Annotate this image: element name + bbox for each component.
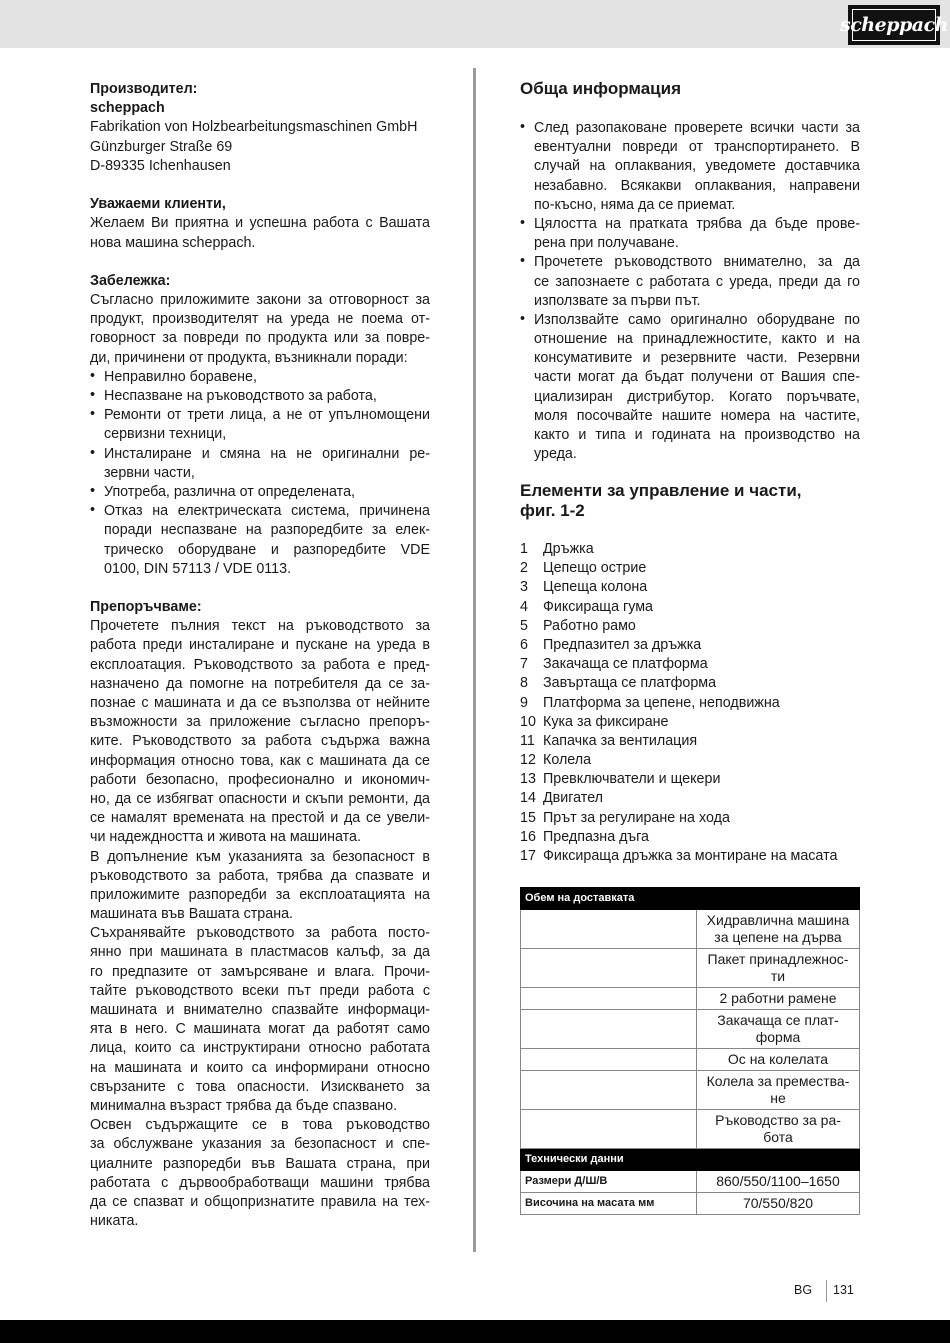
parts-list-item <box>520 770 860 789</box>
text-line: Употреба, различна от определената, <box>104 483 355 500</box>
text-line: но, да се избягват опасности и скъпи ремонти, да <box>90 790 430 807</box>
text-line: части могат да бъдат получени от Вашия спе- <box>534 369 860 386</box>
text-line: използвате за първи път. <box>534 292 701 309</box>
footer-separator <box>826 1280 827 1302</box>
part-number: 14 <box>520 790 536 807</box>
page-number: 131 <box>833 1283 854 1297</box>
cell-line: Ръководство за ра- <box>715 1112 841 1128</box>
part-number: 2 <box>520 560 528 577</box>
text-line: Неправилно боравене, <box>104 368 257 385</box>
part-label: Закачаща се платформа <box>543 656 708 673</box>
spec-key: Размери Д/Ш/В <box>521 1171 697 1193</box>
table-row <box>521 910 860 949</box>
text-line: отношение на принадлежностите, както и на <box>534 331 860 348</box>
text-line: Fabrikation von Holzbearbeitungsmaschinen GmbH <box>90 119 418 136</box>
part-label: Прът за регулиране на хода <box>543 809 730 826</box>
paragraph <box>90 291 430 368</box>
parts-list-item <box>520 617 860 636</box>
paragraph <box>90 1116 430 1231</box>
bullet-item <box>90 406 430 444</box>
text-line: машината във Вашата страна. <box>90 906 294 923</box>
part-label: Фиксираща дръжка за монтиране на масата <box>543 848 838 864</box>
paragraph <box>90 118 430 176</box>
part-label: Дръжка <box>543 541 594 557</box>
part-label: Капачка за вентилация <box>543 732 698 749</box>
controls-section <box>520 481 860 866</box>
table-row <box>521 949 860 988</box>
scheppach-logo: scheppach <box>848 5 940 45</box>
text-line: ръководството за работа, трябва да спазвате и <box>90 867 430 884</box>
bullet-item <box>90 483 430 502</box>
bullet-icon: • <box>520 119 526 135</box>
paragraph <box>90 924 430 1116</box>
text-line: както и типа и годината на производство на <box>534 427 860 443</box>
text-line: никата. <box>90 1213 139 1230</box>
empty-cell <box>521 988 697 1010</box>
table-header-row <box>521 1149 860 1171</box>
section-heading <box>90 80 430 99</box>
part-label: Предпазител за дръжка <box>543 636 702 653</box>
text-line: машината и внимателно спазвайте информаци- <box>90 1002 430 1018</box>
section-heading <box>90 272 430 291</box>
delivery-item <box>697 1110 860 1149</box>
table-row <box>521 1193 860 1215</box>
text-line: поради неспазване на разпоредбите за елек- <box>104 522 430 539</box>
text-line: се запознаете с работата с уреда, преди да го <box>534 273 860 290</box>
text-line: Желаем Ви приятна и успешна работа с Вашата <box>90 215 430 232</box>
text-line: Съхранявайте ръководството за работа посто- <box>90 925 430 942</box>
text-line: по-късно, няма да се приемат. <box>534 196 736 213</box>
cell-line: не <box>770 1090 786 1106</box>
spec-value: 860/550/1100–1650 <box>697 1171 860 1193</box>
text-line: циализиран дистрибутор. Когато поръчвате, <box>534 388 860 405</box>
text-line: сервизни техници, <box>104 426 227 443</box>
empty-cell <box>521 910 697 949</box>
text-line: Уважаеми клиенти, <box>90 196 226 213</box>
bullet-item <box>90 368 430 387</box>
text-line: Ремонти от трети лица, а не от упълномощени <box>104 407 430 424</box>
text-line: 0100, DIN 57113 / VDE 0113. <box>104 560 292 577</box>
delivery-item <box>697 910 860 949</box>
bullet-item <box>520 311 860 465</box>
text-line: Прочетете ръководството внимателно, за да <box>534 254 860 271</box>
text-line: Günzburger Straße 69 <box>90 138 233 155</box>
text-line: го предпазите от замърсяване и влага. Прочи- <box>90 963 430 980</box>
part-label: Предпазна дъга <box>543 828 649 845</box>
bullet-icon: • <box>520 214 526 231</box>
text-line: работа преди инсталиране и пускане на уреда в <box>90 637 430 654</box>
part-number: 1 <box>520 541 528 557</box>
controls-title-line: Елементи за управление и части, <box>520 481 802 500</box>
text-line: Цялостта на пратката трябва да бъде прове- <box>534 215 860 232</box>
empty-cell <box>521 1071 697 1110</box>
part-number: 10 <box>520 713 536 730</box>
bullet-icon: • <box>520 253 526 270</box>
delivery-item <box>697 949 860 988</box>
general-info-section <box>520 79 860 464</box>
section-heading <box>90 99 430 118</box>
text-line: случай на оплаквания, уведомете доставчика <box>534 158 860 175</box>
paragraph <box>90 848 430 925</box>
part-label: Кука за фиксиране <box>543 713 669 730</box>
table-row <box>521 1071 860 1110</box>
text-line: евентуални повреди от транспортирането. В <box>534 139 860 156</box>
part-number: 3 <box>520 579 528 596</box>
part-label: Превключватели и щекери <box>543 771 721 788</box>
text-line: нова машина scheppach. <box>90 234 256 251</box>
part-number: 15 <box>520 809 536 826</box>
text-line: янно при машината в пластмасов калъф, за да <box>90 944 430 961</box>
table-header-row <box>521 888 860 910</box>
parts-list-item <box>520 809 860 828</box>
part-label: Цепещо острие <box>543 560 647 577</box>
delivery-item <box>697 988 860 1010</box>
parts-list-item <box>520 559 860 578</box>
spec-key: Височина на масата мм <box>521 1193 697 1215</box>
text-line: След разопаковане проверете всички части за <box>534 120 860 136</box>
part-label: Цепеща колона <box>543 579 648 596</box>
part-number: 8 <box>520 675 528 692</box>
controls-title <box>520 481 860 521</box>
text-line: Използвайте само оригинално оборудване по <box>534 311 860 328</box>
empty-cell <box>521 1010 697 1049</box>
parts-list-item <box>520 828 860 847</box>
part-label: Завъртаща се платформа <box>543 675 717 692</box>
part-number: 5 <box>520 617 528 634</box>
text-line: за обслужване указания за безопасност и спе- <box>90 1136 430 1153</box>
text-line: тайте ръководството всеки път преди работа с <box>90 982 430 999</box>
table-header-cell: Технически данни <box>521 1149 860 1171</box>
text-line: рена при получаване. <box>534 235 679 252</box>
parts-list-item <box>520 598 860 617</box>
text-line: Инсталиране и смяна на не оригинални ре- <box>104 445 430 462</box>
part-number: 12 <box>520 752 536 769</box>
text-line: зервни части, <box>104 464 195 481</box>
empty-cell <box>521 1110 697 1149</box>
bullet-item <box>520 215 860 253</box>
cell-line: 2 работни рамене <box>719 990 837 1006</box>
part-number: 6 <box>520 636 528 653</box>
parts-list-item <box>520 694 860 713</box>
parts-list-item <box>520 540 860 559</box>
cell-line: Хидравлична машина <box>706 912 850 928</box>
text-line: възможности за приложение съгласно препоръ- <box>90 714 430 731</box>
text-line: Препоръчваме: <box>90 599 202 616</box>
text-line: работи безопасно, професионално и икономич- <box>90 771 430 788</box>
text-line: В допълнение към указанията за безопасност в <box>90 848 430 865</box>
parts-list-item <box>520 636 860 655</box>
text-line: Неспазване на ръководството за работа, <box>104 388 377 404</box>
text-line: лица, които са инструктирани относно работата <box>90 1040 430 1057</box>
section-heading <box>90 598 430 617</box>
section-heading <box>90 195 430 214</box>
spacer <box>90 253 430 272</box>
cell-line: за цепене на дърва <box>714 929 842 945</box>
cell-line: Колела за премества- <box>706 1073 850 1089</box>
delivery-item <box>697 1010 860 1049</box>
text-line: Забележка: <box>90 272 171 289</box>
bullet-icon: • <box>90 444 96 461</box>
text-line: експлоатация. Ръководството за работа е пред- <box>90 656 430 673</box>
cell-line: Пакет принадлежнос- <box>707 951 849 967</box>
table-row <box>521 988 860 1010</box>
delivery-item <box>697 1049 860 1071</box>
controls-title-line: фиг. 1-2 <box>520 501 585 520</box>
text-line: Съгласно приложимите закони за отговорност за <box>90 292 430 309</box>
text-line: ята в него. С машината могат да работят само <box>90 1021 430 1038</box>
text-line: трическо оборудване и разпоредбите VDE <box>104 541 430 558</box>
table-row <box>521 1010 860 1049</box>
text-line: назначено да помогне на потребителя да се за- <box>90 675 430 692</box>
text-line: познае с машината и да се възползва от нейните <box>90 695 430 711</box>
text-line: Прочетете пълния текст на ръководството за <box>90 618 430 635</box>
part-label: Колела <box>543 752 592 769</box>
parts-list-item <box>520 674 860 693</box>
text-line: говорност за повреди по продукта или за повре- <box>90 330 430 347</box>
parts-list-item <box>520 789 860 808</box>
cell-line: форма <box>755 1029 801 1045</box>
text-line: чи надеждността и живота на машината. <box>90 829 361 846</box>
part-label: Платформа за цепене, неподвижна <box>543 694 780 711</box>
bullet-icon: • <box>520 310 526 327</box>
spacer <box>90 176 430 195</box>
spacer <box>90 579 430 598</box>
bullet-icon: • <box>90 406 96 423</box>
part-number: 13 <box>520 771 536 788</box>
part-label: Работно рамо <box>543 617 636 634</box>
text-line: да се спазват и общопризнатите правила на тех- <box>90 1193 430 1210</box>
paragraph <box>90 617 430 847</box>
specs-table <box>520 887 860 1215</box>
table-row <box>521 1049 860 1071</box>
bullet-item <box>520 119 860 215</box>
parts-list-item <box>520 732 860 751</box>
parts-list-item <box>520 578 860 597</box>
text-line: Отказ на електрическата система, причинена <box>104 503 430 520</box>
parts-list-item <box>520 751 860 770</box>
table-row <box>521 1110 860 1149</box>
cell-line: Закачаща се плат- <box>717 1012 839 1028</box>
paragraph <box>90 214 430 252</box>
text-line: приложимите разпоредби за експлоатацията на <box>90 886 430 903</box>
part-number: 4 <box>520 598 528 615</box>
text-line: ките. Ръководството за работа съдържа важна <box>90 733 430 750</box>
text-line: Производител: <box>90 81 198 97</box>
empty-cell <box>521 949 697 988</box>
parts-list-item <box>520 655 860 674</box>
bullet-item <box>90 387 430 406</box>
text-line: работата с дървообработващи машини трябва <box>90 1174 430 1191</box>
text-line: продукт, производителят на уреда не поема от- <box>90 311 430 328</box>
part-number: 16 <box>520 828 536 845</box>
part-number: 7 <box>520 656 528 673</box>
text-line: минимална възраст трябва да бъде спазвано. <box>90 1097 398 1114</box>
bullet-icon: • <box>90 502 96 519</box>
footer-lang: BG <box>794 1283 813 1297</box>
text-line: моля посочвайте нашите номера на частите, <box>534 407 860 424</box>
empty-cell <box>521 1049 697 1071</box>
part-label: Фиксираща гума <box>543 598 653 615</box>
part-label: Двигател <box>543 790 604 807</box>
bullet-item <box>90 445 430 483</box>
general-info-title: Обща информация <box>520 79 681 98</box>
bullet-icon: • <box>90 387 96 403</box>
text-line: се намалят времената на престой и да се увели- <box>90 810 430 827</box>
table-row <box>521 1171 860 1193</box>
table-header-cell: Обем на доставката <box>521 888 860 910</box>
bullet-icon: • <box>90 367 96 384</box>
cell-line: Ос на колелата <box>727 1051 829 1067</box>
bullet-icon: • <box>90 482 96 499</box>
part-number: 11 <box>520 732 535 749</box>
text-line: ди, причинени от продукта, възникнали поради: <box>90 349 408 366</box>
text-line: свързаните с това опасности. Изискването за <box>90 1078 430 1095</box>
text-line: уреда. <box>534 446 577 463</box>
delivery-item <box>697 1071 860 1110</box>
text-line: на машината и които са информирани относно <box>90 1059 430 1076</box>
top-bar <box>0 0 950 48</box>
left-column <box>90 80 430 1231</box>
part-number: 9 <box>520 694 528 711</box>
text-line: информация относно това, как с машината да се <box>90 752 430 769</box>
cell-line: бота <box>763 1129 793 1145</box>
part-number: 17 <box>520 848 536 864</box>
bottom-bar <box>0 1320 950 1343</box>
text-line: незабавно. Всякакви оплаквания, направени <box>534 177 860 194</box>
parts-list-item <box>520 847 860 866</box>
text-line: циалните разпоредби във Вашата страна, при <box>90 1155 430 1172</box>
spec-value: 70/550/820 <box>697 1193 860 1215</box>
cell-line: ти <box>770 968 786 984</box>
text-line: консумативите и резервните части. Резервни <box>534 350 860 367</box>
bullet-item <box>520 253 860 311</box>
text-line: scheppach <box>90 100 165 117</box>
column-divider <box>473 68 476 1252</box>
parts-list-item <box>520 713 860 732</box>
text-line: D-89335 Ichenhausen <box>90 157 231 174</box>
text-line: Освен съдържащите се в това ръководство <box>90 1117 430 1134</box>
bullet-item <box>90 502 430 579</box>
